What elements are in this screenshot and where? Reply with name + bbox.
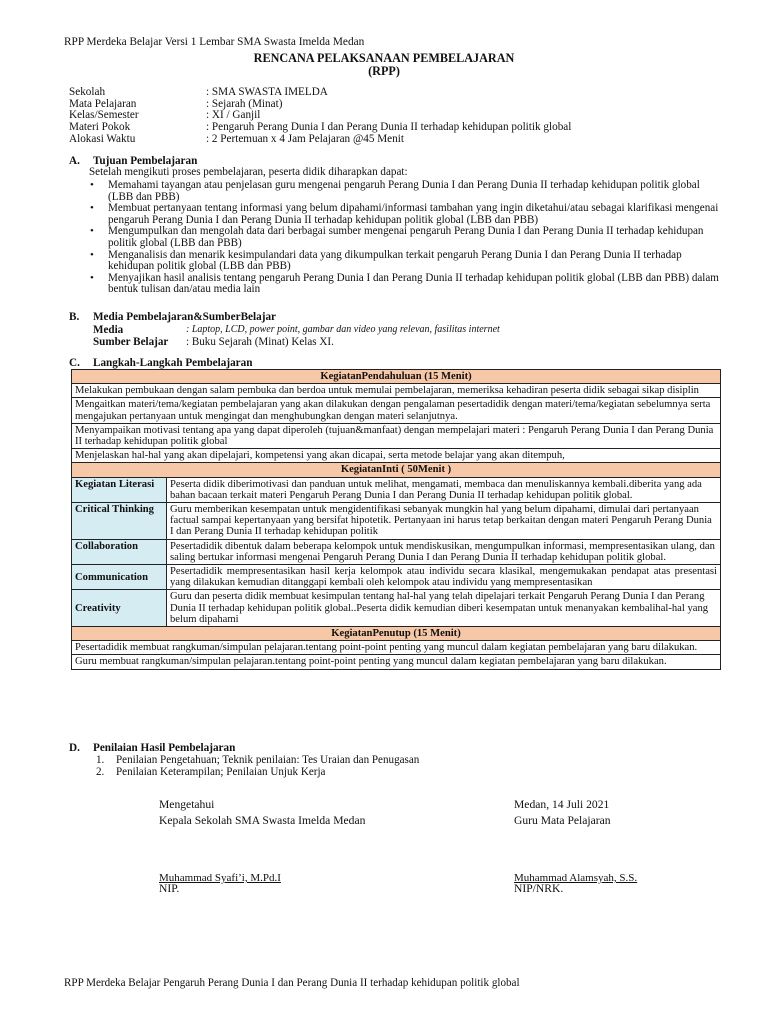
signature-right	[514, 797, 611, 829]
section-title: Media Pembelajaran&SumberBelajar	[93, 311, 277, 323]
activity-text: Pesertadidik dibentuk dalam beberapa kelompok untuk mendiskusikan, mengumpulkan informasi, mempresentasikan ulang, dan saling bertukar informasi mengenai Pengaruh Perang Dunia I dan Perang Dunia II terhadap kehidupan politik global.	[167, 539, 721, 564]
section-number: D.	[69, 742, 80, 754]
source-label: Sumber Belajar	[93, 336, 169, 348]
activity-text: Guru dan peserta didik membuat kesimpulan tentang hal-hal yang telah dipelajari terkait Pengaruh Perang Dunia I dan Perang Dunia II terhadap kehidupan politik global..Peserta didik kemudian diberi kesempatan untuk menanyakan kembalihal-hal yang belum dipahami	[167, 590, 721, 627]
table-row	[72, 370, 721, 384]
table-row	[72, 503, 721, 540]
table-row	[72, 590, 721, 627]
list-item: • Mengumpulkan dan mengolah data dari berbagai sumber mengenai pengaruh Perang Dunia I dan Perang Dunia II terhadap kehidupan politik global (LBB dan PBB)	[86, 226, 722, 249]
teacher-name: Muhammad Alamsyah, S.S.	[514, 872, 638, 884]
document-title: RENCANA PELAKSANAAN PEMBELAJARAN	[253, 51, 515, 65]
section-c-heading	[69, 357, 252, 369]
info-value: : 2 Pertemuan x 4 Jam Pelajaran @45 Menit	[206, 132, 404, 145]
activity-label: Communication	[72, 565, 167, 590]
table-cell: Menjelaskan hal-hal yang akan dipelajari, kompetensi yang akan dicapai, serta metode belajar yang akan ditempuh,	[72, 449, 721, 463]
assessment-list	[96, 755, 419, 778]
list-item: 1. Penilaian Pengetahuan; Teknik penilaian: Tes Uraian dan Penugasan	[96, 754, 420, 766]
activity-label: Critical Thinking	[72, 503, 167, 540]
section-d-heading	[69, 742, 235, 754]
list-item: • Menyajikan hasil analisis tentang pengaruh Perang Dunia I dan Perang Dunia II terhadap kehidupan politik global (LBB dan PBB) dalam bentuk tulisan dan/atau media lain	[86, 273, 722, 296]
table-row	[72, 449, 721, 463]
footer-note: RPP Merdeka Belajar Pengaruh Perang Dunia I dan Perang Dunia II terhadap kehidupan politik global	[64, 977, 520, 989]
info-label: Mata Pelajaran	[69, 97, 137, 110]
list-item: • Membuat pertanyaan tentang informasi yang belum dipahami/informasi tambahan yang ingin diketahui/atau sebagai klarifikasi mengenai pengaruh Perang Dunia I dan Perang Dunia II terhadap kehidupan politik global (LBB dan PBB)	[86, 203, 722, 226]
list-item: 2. Penilaian Keterampilan; Penilaian Unjuk Kerja	[96, 765, 326, 778]
table-row	[72, 641, 721, 655]
info-row	[69, 134, 571, 146]
info-label: Sekolah	[69, 86, 106, 98]
table-row	[72, 565, 721, 590]
info-label: Materi Pokok	[69, 121, 131, 134]
table-row	[72, 423, 721, 448]
activity-label: Creativity	[72, 590, 167, 627]
section-number: C.	[69, 357, 80, 369]
source-row	[93, 336, 500, 348]
table-row	[72, 627, 721, 641]
steps-table	[71, 369, 721, 670]
list-item: • Memahami tayangan atau penjelasan guru mengenai pengaruh Perang Dunia I dan Perang Dunia II terhadap kehidupan politik global (LBB dan PBB)	[86, 180, 722, 203]
objectives-intro: Setelah mengikuti proses pembelajaran, peserta didik diharapkan dapat:	[89, 166, 408, 178]
table-row	[72, 655, 721, 669]
media-row	[93, 324, 500, 336]
table-row	[72, 398, 721, 423]
principal-nip: NIP.	[159, 882, 180, 895]
section-title: Langkah-Langkah Pembelajaran	[93, 357, 253, 369]
table-cell: Mengaitkan materi/tema/kegiatan pembelajaran yang akan dilakukan dengan pengalaman pesertadidik dengan materi/tema/kegiatan sebelumnya serta mengajukan pertanyaan untuk mengingat dan menghubungkan dengan materi selanjutnya.	[72, 398, 721, 423]
section-number: A.	[69, 155, 80, 167]
signature-caption: Mengetahui	[159, 798, 215, 811]
header-note: RPP Merdeka Belajar Versi 1 Lembar SMA Swasta Imelda Medan	[64, 36, 365, 48]
penutup-header: KegiatanPenutup (15 Menit)	[72, 627, 721, 641]
info-value: : Sejarah (Minat)	[206, 97, 283, 110]
document-subtitle: (RPP)	[368, 64, 400, 78]
info-row	[69, 99, 571, 111]
table-row	[72, 384, 721, 398]
inti-header: KegiatanInti ( 50Menit )	[72, 463, 721, 477]
principal-name: Muhammad Syafi’i, M.Pd.I	[159, 872, 281, 884]
table-cell: Pesertadidik membuat rangkuman/simpulan pelajaran.tentang point-point penting yang muncul dalam kegiatan pembelajaran yang baru dilakukan.	[72, 641, 721, 655]
info-row	[69, 87, 571, 99]
source-value: : Buku Sejarah (Minat) Kelas XI.	[186, 336, 334, 348]
activity-text: Guru memberikan kesempatan untuk mengidentifikasi sebanyak mungkin hal yang belum dipahami, dimulai dari pertanyaan factual sampai kepertanyaan yang bersifat hipotetik. Pertanyaan ini harus tetap berkaitan dengan materi Pengaruh Perang Dunia I dan Perang Dunia II terhadap kehidupan politik	[167, 503, 721, 540]
activity-text: Pesertadidik mempresentasikan hasil kerja kelompok atau individu secara klasikal, mengemukakan pendapat atas presentasi yang dilakukan kemudian ditanggapi kembali oleh kelompok atau individu yang mempresentasikan	[167, 565, 721, 590]
objectives-list	[86, 180, 722, 296]
activity-label: Kegiatan Literasi	[72, 477, 167, 502]
pendahuluan-header: KegiatanPendahuluan (15 Menit)	[72, 370, 721, 384]
media-value: : Laptop, LCD, power point, gambar dan video yang relevan, fasilitas internet	[186, 324, 500, 335]
section-number: B.	[69, 311, 80, 323]
info-label: Kelas/Semester	[69, 109, 139, 122]
table-row	[72, 463, 721, 477]
section-title: Penilaian Hasil Pembelajaran	[93, 742, 236, 754]
section-title: Tujuan Pembelajaran	[93, 155, 198, 167]
table-cell: Guru membuat rangkuman/simpulan pelajaran.tentang point-point penting yang muncul dalam kegiatan pembelajaran yang baru dilakukan.	[72, 655, 721, 669]
activity-label: Collaboration	[72, 539, 167, 564]
info-label: Alokasi Waktu	[69, 132, 136, 145]
signature-left	[159, 797, 365, 829]
list-item: • Menganalisis dan menarik kesimpulandari data yang dikumpulkan terkait pengaruh Perang Dunia I dan Perang Dunia II terhadap kehidupan politik global (LBB dan PBB)	[86, 250, 722, 273]
teacher-nip: NIP/NRK.	[514, 882, 564, 895]
media-label: Media	[93, 324, 124, 336]
signature-role: Guru Mata Pelajaran	[514, 814, 611, 827]
table-cell: Menyampaikan motivasi tentang apa yang dapat diperoleh (tujuan&manfaat) dengan mempelajari materi : Pengaruh Perang Dunia I dan Perang Dunia II terhadap kehidupan politik global	[72, 423, 721, 448]
activity-text: Peserta didik diberimotivasi dan panduan untuk melihat, mengamati, membaca dan menuliskannya kembali.diberita yang ada bahan bacaan terkait materi Pengaruh Perang Dunia I dan Perang Dunia II terhadap kehidupan politik global.	[167, 477, 721, 502]
signature-role: Kepala Sekolah SMA Swasta Imelda Medan	[159, 814, 366, 827]
signature-date: Medan, 14 Juli 2021	[514, 798, 610, 811]
table-cell: Melakukan pembukaan dengan salam pembuka dan berdoa untuk memulai pembelajaran, memeriksa kehadiran peserta didik sebagai sikap disiplin	[72, 384, 721, 398]
section-b-heading	[69, 311, 276, 323]
info-value: : SMA SWASTA IMELDA	[206, 86, 328, 98]
info-value: : XI / Ganjil	[206, 109, 261, 122]
table-row	[72, 539, 721, 564]
table-row	[72, 477, 721, 502]
info-value: : Pengaruh Perang Dunia I dan Perang Dunia II terhadap kehidupan politik global	[206, 121, 572, 134]
identity-block	[69, 87, 571, 146]
media-block	[93, 324, 500, 348]
